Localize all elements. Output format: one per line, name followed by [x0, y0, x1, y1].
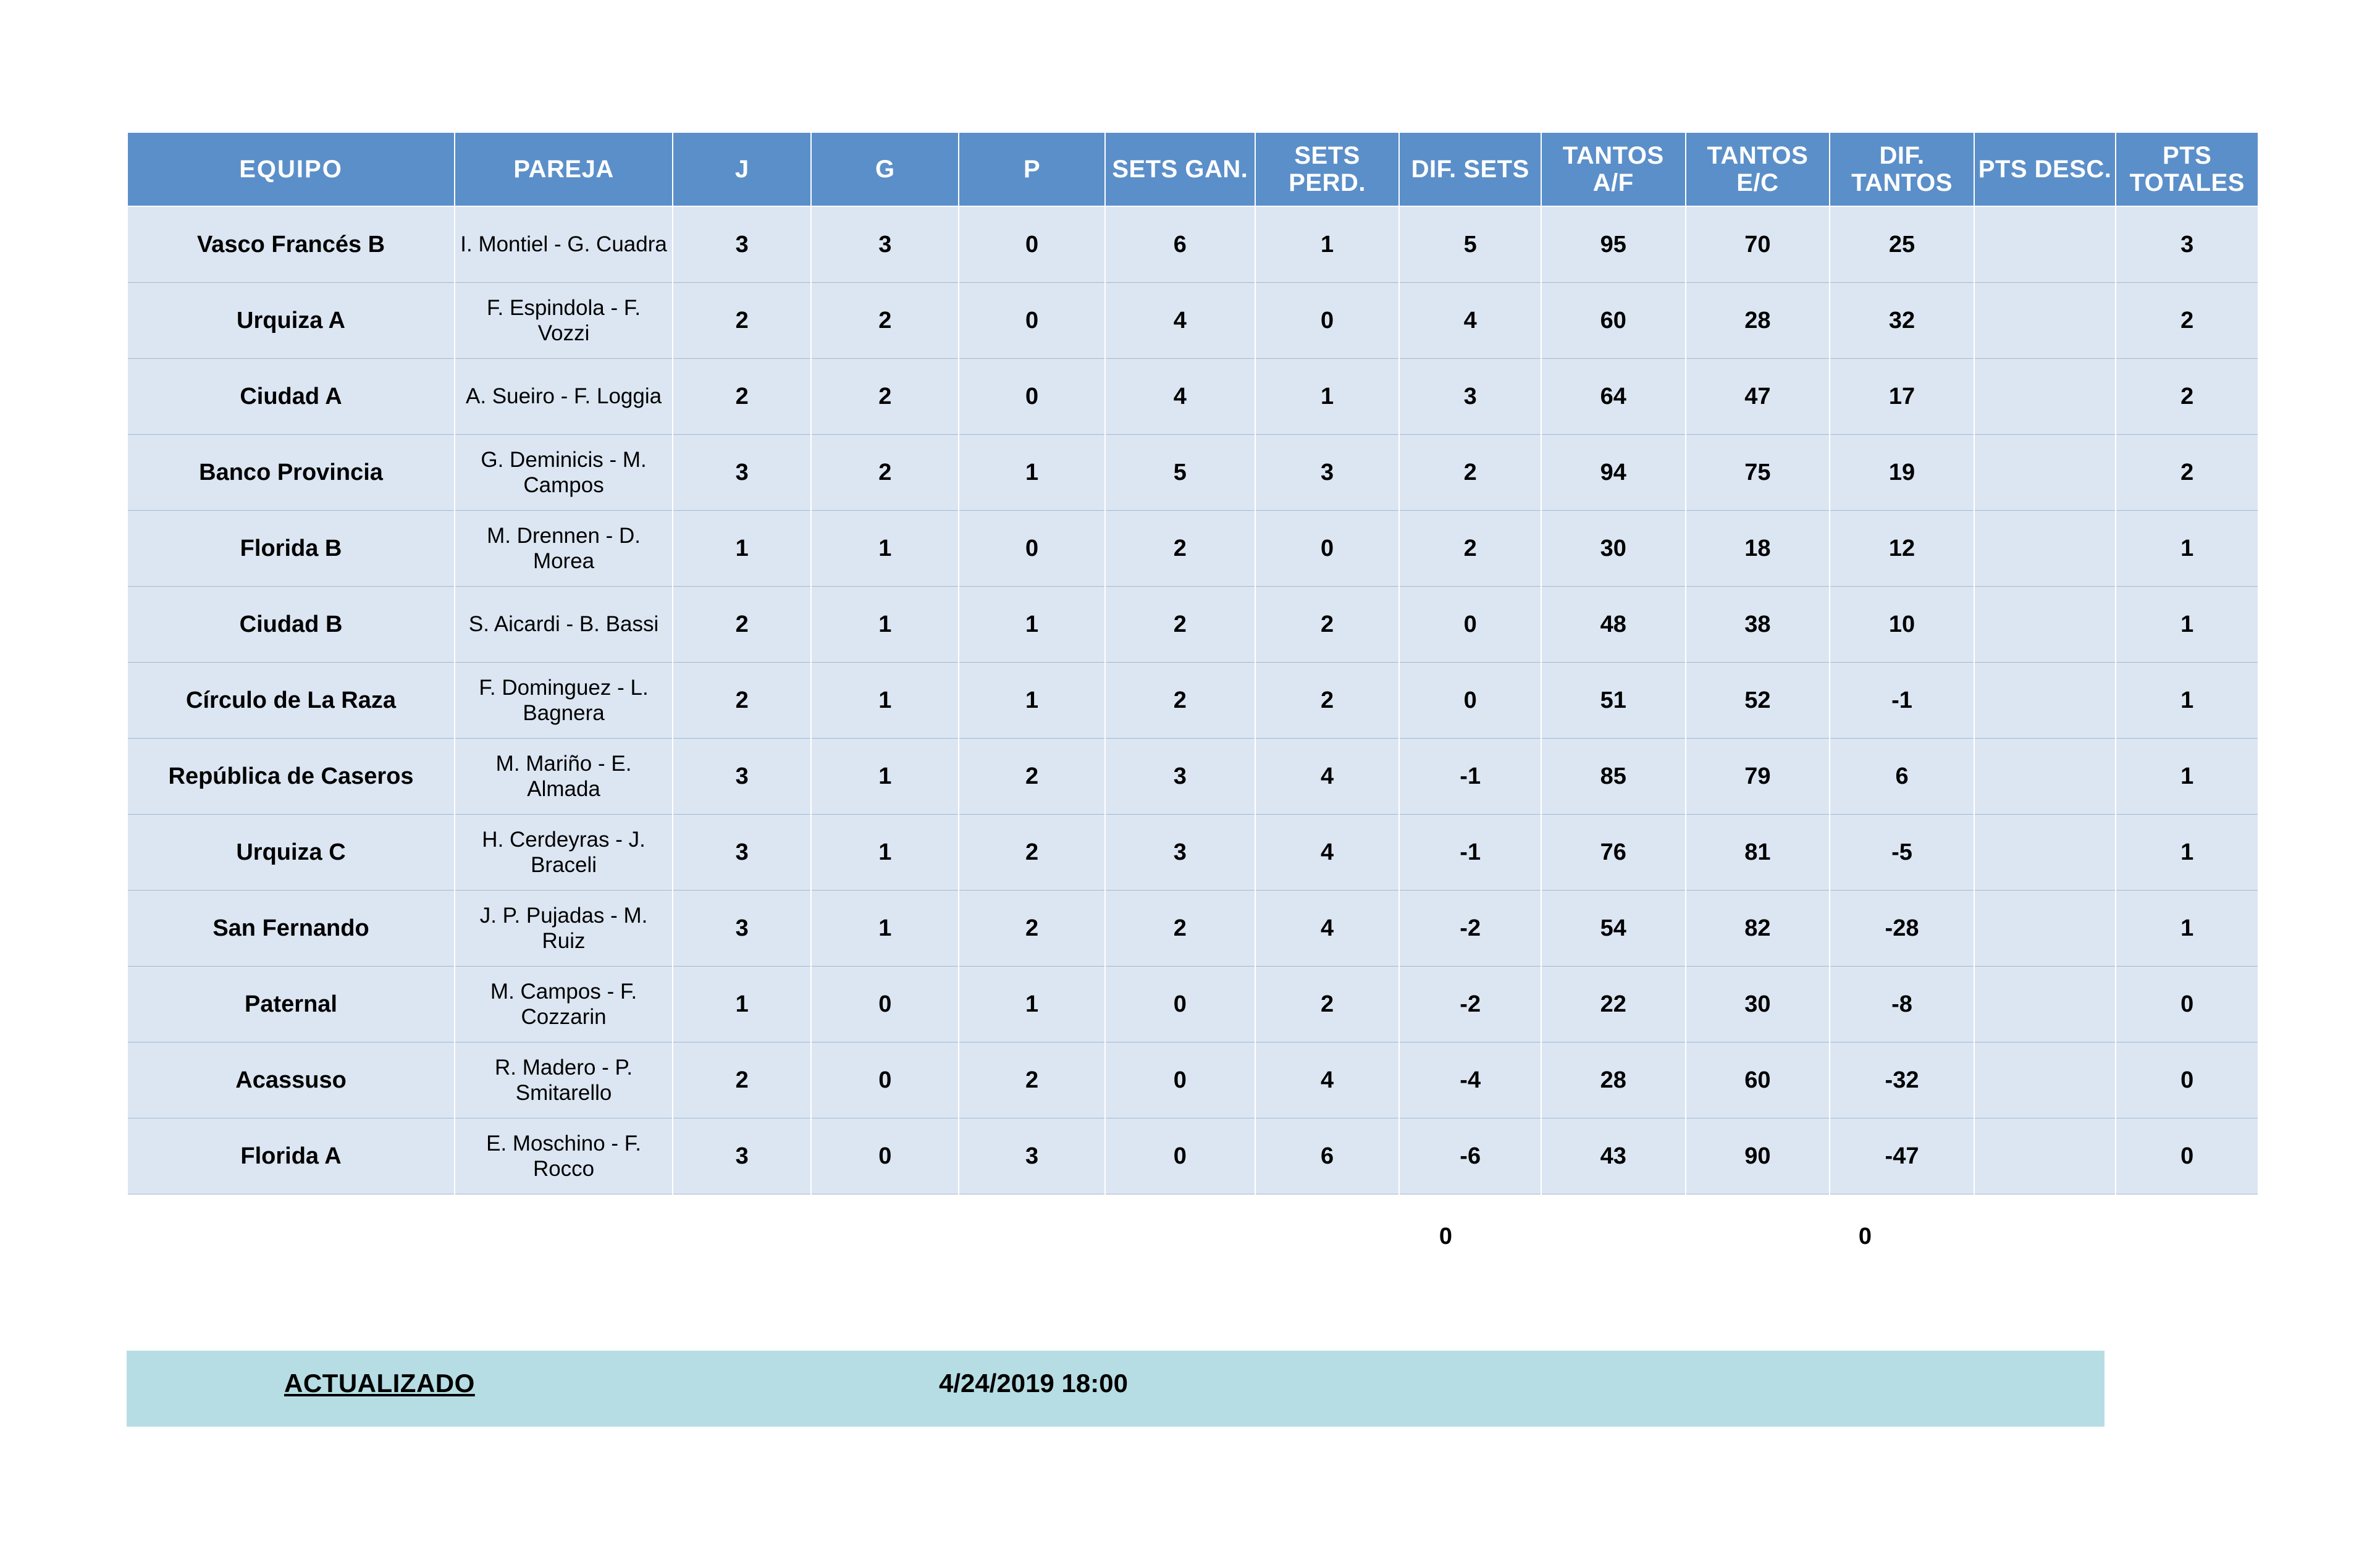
cell-pareja: F. Dominguez - L. Bagnera: [455, 663, 673, 739]
cell-g: 2: [811, 359, 959, 435]
table-row: [127, 967, 2258, 1043]
cell-equipo: Círculo de La Raza: [127, 663, 455, 739]
cell-g: 0: [811, 1118, 959, 1194]
cell-tantos-af: 22: [1541, 967, 1686, 1043]
cell-pareja: R. Madero - P. Smitarello: [455, 1043, 673, 1118]
cell-sets-ganados: 0: [1105, 967, 1255, 1043]
cell-pareja: G. Deminicis - M. Campos: [455, 435, 673, 511]
column-header-equipo: EQUIPO: [127, 132, 455, 206]
cell-tantos-af: 51: [1541, 663, 1686, 739]
cell-j: 3: [673, 891, 811, 967]
cell-dif-sets: 0: [1399, 587, 1541, 663]
cell-pareja: H. Cerdeyras - J. Braceli: [455, 815, 673, 891]
table-row: [127, 1043, 2258, 1118]
cell-sets-perdidos: 2: [1255, 663, 1400, 739]
cell-tantos-af: 94: [1541, 435, 1686, 511]
cell-g: 0: [811, 967, 959, 1043]
column-header-pts-desc: PTS DESC.: [1974, 132, 2116, 206]
cell-dif-sets: 0: [1399, 663, 1541, 739]
cell-pts-totales: 2: [2116, 359, 2258, 435]
cell-tantos-ec: 30: [1686, 967, 1830, 1043]
cell-dif-tantos: -5: [1830, 815, 1974, 891]
cell-p: 3: [959, 1118, 1105, 1194]
cell-tantos-ec: 28: [1686, 283, 1830, 359]
cell-dif-sets: -2: [1399, 891, 1541, 967]
table-row: [127, 815, 2258, 891]
cell-p: 0: [959, 511, 1105, 587]
cell-j: 2: [673, 359, 811, 435]
cell-j: 1: [673, 511, 811, 587]
cell-j: 3: [673, 435, 811, 511]
cell-dif-sets: -1: [1399, 739, 1541, 815]
cell-pareja: F. Espindola - F. Vozzi: [455, 283, 673, 359]
cell-equipo: Ciudad B: [127, 587, 455, 663]
cell-g: 1: [811, 739, 959, 815]
cell-dif-tantos: 10: [1830, 587, 1974, 663]
cell-pareja: M. Campos - F. Cozzarin: [455, 967, 673, 1043]
cell-pareja: M. Drennen - D. Morea: [455, 511, 673, 587]
cell-tantos-ec: 90: [1686, 1118, 1830, 1194]
cell-sets-perdidos: 2: [1255, 967, 1400, 1043]
cell-tantos-ec: 82: [1686, 891, 1830, 967]
cell-tantos-af: 43: [1541, 1118, 1686, 1194]
cell-dif-sets: 2: [1399, 511, 1541, 587]
table-row: [127, 663, 2258, 739]
cell-p: 0: [959, 283, 1105, 359]
cell-sets-perdidos: 1: [1255, 206, 1400, 283]
cell-pts-desc: [1974, 891, 2116, 967]
cell-pts-desc: [1974, 435, 2116, 511]
cell-p: 2: [959, 815, 1105, 891]
cell-pareja: A. Sueiro - F. Loggia: [455, 359, 673, 435]
cell-dif-tantos: 6: [1830, 739, 1974, 815]
cell-sets-ganados: 3: [1105, 739, 1255, 815]
table-row: [127, 587, 2258, 663]
cell-sets-ganados: 4: [1105, 359, 1255, 435]
cell-equipo: Vasco Francés B: [127, 206, 455, 283]
cell-p: 1: [959, 967, 1105, 1043]
column-header-pareja: PAREJA: [455, 132, 673, 206]
cell-tantos-af: 54: [1541, 891, 1686, 967]
cell-tantos-af: 28: [1541, 1043, 1686, 1118]
column-header-pts-totales: PTS TOTALES: [2116, 132, 2258, 206]
cell-j: 3: [673, 206, 811, 283]
cell-equipo: Urquiza A: [127, 283, 455, 359]
cell-equipo: Urquiza C: [127, 815, 455, 891]
cell-pts-totales: 3: [2116, 206, 2258, 283]
cell-sets-perdidos: 0: [1255, 511, 1400, 587]
cell-dif-sets: 3: [1399, 359, 1541, 435]
standings-table: [127, 132, 2259, 1194]
cell-equipo: Florida B: [127, 511, 455, 587]
table-header: [127, 132, 2258, 206]
cell-sets-ganados: 3: [1105, 815, 1255, 891]
cell-p: 0: [959, 359, 1105, 435]
total-dif-sets: 0: [1439, 1223, 1453, 1249]
cell-sets-ganados: 4: [1105, 283, 1255, 359]
cell-pts-totales: 1: [2116, 739, 2258, 815]
cell-equipo: Ciudad A: [127, 359, 455, 435]
cell-g: 0: [811, 1043, 959, 1118]
cell-sets-perdidos: 4: [1255, 815, 1400, 891]
cell-tantos-af: 76: [1541, 815, 1686, 891]
cell-pts-totales: 0: [2116, 967, 2258, 1043]
total-dif-tantos: 0: [1858, 1223, 1872, 1249]
cell-dif-tantos: 12: [1830, 511, 1974, 587]
cell-j: 1: [673, 967, 811, 1043]
cell-p: 1: [959, 435, 1105, 511]
cell-dif-tantos: -32: [1830, 1043, 1974, 1118]
updated-label: ACTUALIZADO: [284, 1369, 475, 1398]
cell-pareja: S. Aicardi - B. Bassi: [455, 587, 673, 663]
cell-g: 1: [811, 587, 959, 663]
cell-pts-totales: 1: [2116, 511, 2258, 587]
cell-sets-perdidos: 3: [1255, 435, 1400, 511]
cell-sets-ganados: 2: [1105, 587, 1255, 663]
cell-dif-tantos: -1: [1830, 663, 1974, 739]
cell-tantos-af: 95: [1541, 206, 1686, 283]
column-header-p: P: [959, 132, 1105, 206]
cell-pts-desc: [1974, 1043, 2116, 1118]
cell-sets-perdidos: 4: [1255, 739, 1400, 815]
cell-equipo: Acassuso: [127, 1043, 455, 1118]
cell-tantos-ec: 81: [1686, 815, 1830, 891]
cell-sets-perdidos: 0: [1255, 283, 1400, 359]
cell-pts-totales: 1: [2116, 891, 2258, 967]
cell-pareja: I. Montiel - G. Cuadra: [455, 206, 673, 283]
totals-row: [127, 1223, 2259, 1269]
cell-tantos-af: 60: [1541, 283, 1686, 359]
cell-sets-ganados: 2: [1105, 511, 1255, 587]
cell-j: 2: [673, 587, 811, 663]
cell-sets-ganados: 0: [1105, 1118, 1255, 1194]
cell-p: 0: [959, 206, 1105, 283]
cell-tantos-af: 30: [1541, 511, 1686, 587]
cell-tantos-af: 85: [1541, 739, 1686, 815]
cell-pareja: M. Mariño - E. Almada: [455, 739, 673, 815]
cell-tantos-ec: 47: [1686, 359, 1830, 435]
cell-dif-sets: 4: [1399, 283, 1541, 359]
cell-sets-perdidos: 4: [1255, 891, 1400, 967]
cell-p: 2: [959, 739, 1105, 815]
cell-pts-desc: [1974, 663, 2116, 739]
cell-pts-desc: [1974, 359, 2116, 435]
table-row: [127, 435, 2258, 511]
cell-pts-totales: 1: [2116, 587, 2258, 663]
cell-pts-desc: [1974, 1118, 2116, 1194]
cell-dif-tantos: -8: [1830, 967, 1974, 1043]
table-row: [127, 891, 2258, 967]
cell-pareja: E. Moschino - F. Rocco: [455, 1118, 673, 1194]
cell-dif-tantos: 25: [1830, 206, 1974, 283]
standings-table-container: [127, 132, 2259, 1194]
cell-pts-desc: [1974, 283, 2116, 359]
column-header-sets-perdidos: SETS PERD.: [1255, 132, 1400, 206]
cell-sets-perdidos: 2: [1255, 587, 1400, 663]
cell-tantos-ec: 52: [1686, 663, 1830, 739]
updated-datetime: 4/24/2019 18:00: [939, 1369, 1128, 1398]
table-row: [127, 739, 2258, 815]
cell-sets-ganados: 0: [1105, 1043, 1255, 1118]
cell-equipo: San Fernando: [127, 891, 455, 967]
cell-tantos-ec: 60: [1686, 1043, 1830, 1118]
cell-j: 3: [673, 739, 811, 815]
cell-pts-desc: [1974, 511, 2116, 587]
cell-dif-sets: -1: [1399, 815, 1541, 891]
cell-j: 2: [673, 1043, 811, 1118]
cell-dif-tantos: -28: [1830, 891, 1974, 967]
cell-sets-ganados: 2: [1105, 891, 1255, 967]
cell-g: 2: [811, 435, 959, 511]
cell-equipo: Paternal: [127, 967, 455, 1043]
cell-pts-desc: [1974, 206, 2116, 283]
cell-dif-sets: 2: [1399, 435, 1541, 511]
cell-equipo: Florida A: [127, 1118, 455, 1194]
cell-p: 2: [959, 891, 1105, 967]
column-header-j: J: [673, 132, 811, 206]
cell-dif-sets: -4: [1399, 1043, 1541, 1118]
cell-dif-sets: -2: [1399, 967, 1541, 1043]
table-body: [127, 206, 2258, 1194]
table-row: [127, 359, 2258, 435]
cell-j: 3: [673, 815, 811, 891]
cell-sets-perdidos: 1: [1255, 359, 1400, 435]
cell-dif-tantos: -47: [1830, 1118, 1974, 1194]
cell-g: 1: [811, 815, 959, 891]
cell-sets-ganados: 2: [1105, 663, 1255, 739]
cell-sets-perdidos: 6: [1255, 1118, 1400, 1194]
cell-sets-ganados: 5: [1105, 435, 1255, 511]
table-row: [127, 511, 2258, 587]
cell-equipo: República de Caseros: [127, 739, 455, 815]
cell-pts-desc: [1974, 815, 2116, 891]
cell-j: 3: [673, 1118, 811, 1194]
cell-dif-sets: 5: [1399, 206, 1541, 283]
cell-pts-totales: 1: [2116, 815, 2258, 891]
cell-pts-totales: 2: [2116, 435, 2258, 511]
cell-g: 1: [811, 663, 959, 739]
cell-pts-desc: [1974, 587, 2116, 663]
table-row: [127, 206, 2258, 283]
cell-tantos-ec: 79: [1686, 739, 1830, 815]
column-header-g: G: [811, 132, 959, 206]
cell-pts-totales: 2: [2116, 283, 2258, 359]
cell-sets-ganados: 6: [1105, 206, 1255, 283]
table-row: [127, 283, 2258, 359]
column-header-dif-tantos: DIF. TANTOS: [1830, 132, 1974, 206]
cell-dif-sets: -6: [1399, 1118, 1541, 1194]
cell-p: 2: [959, 1043, 1105, 1118]
cell-tantos-ec: 75: [1686, 435, 1830, 511]
cell-tantos-ec: 38: [1686, 587, 1830, 663]
cell-g: 3: [811, 206, 959, 283]
updated-banner: [127, 1351, 2105, 1427]
cell-g: 2: [811, 283, 959, 359]
cell-tantos-af: 48: [1541, 587, 1686, 663]
cell-j: 2: [673, 663, 811, 739]
column-header-sets-ganados: SETS GAN.: [1105, 132, 1255, 206]
table-row: [127, 1118, 2258, 1194]
cell-g: 1: [811, 891, 959, 967]
cell-pts-totales: 0: [2116, 1043, 2258, 1118]
cell-tantos-ec: 18: [1686, 511, 1830, 587]
cell-pts-totales: 0: [2116, 1118, 2258, 1194]
cell-sets-perdidos: 4: [1255, 1043, 1400, 1118]
cell-dif-tantos: 32: [1830, 283, 1974, 359]
cell-g: 1: [811, 511, 959, 587]
column-header-tantos-ec: TANTOS E/C: [1686, 132, 1830, 206]
cell-equipo: Banco Provincia: [127, 435, 455, 511]
cell-tantos-ec: 70: [1686, 206, 1830, 283]
cell-pareja: J. P. Pujadas - M. Ruiz: [455, 891, 673, 967]
cell-dif-tantos: 19: [1830, 435, 1974, 511]
cell-pts-totales: 1: [2116, 663, 2258, 739]
column-header-dif-sets: DIF. SETS: [1399, 132, 1541, 206]
cell-pts-desc: [1974, 739, 2116, 815]
cell-p: 1: [959, 663, 1105, 739]
cell-p: 1: [959, 587, 1105, 663]
column-header-tantos-af: TANTOS A/F: [1541, 132, 1686, 206]
header-row: [127, 132, 2258, 206]
cell-tantos-af: 64: [1541, 359, 1686, 435]
cell-j: 2: [673, 283, 811, 359]
cell-pts-desc: [1974, 967, 2116, 1043]
cell-dif-tantos: 17: [1830, 359, 1974, 435]
